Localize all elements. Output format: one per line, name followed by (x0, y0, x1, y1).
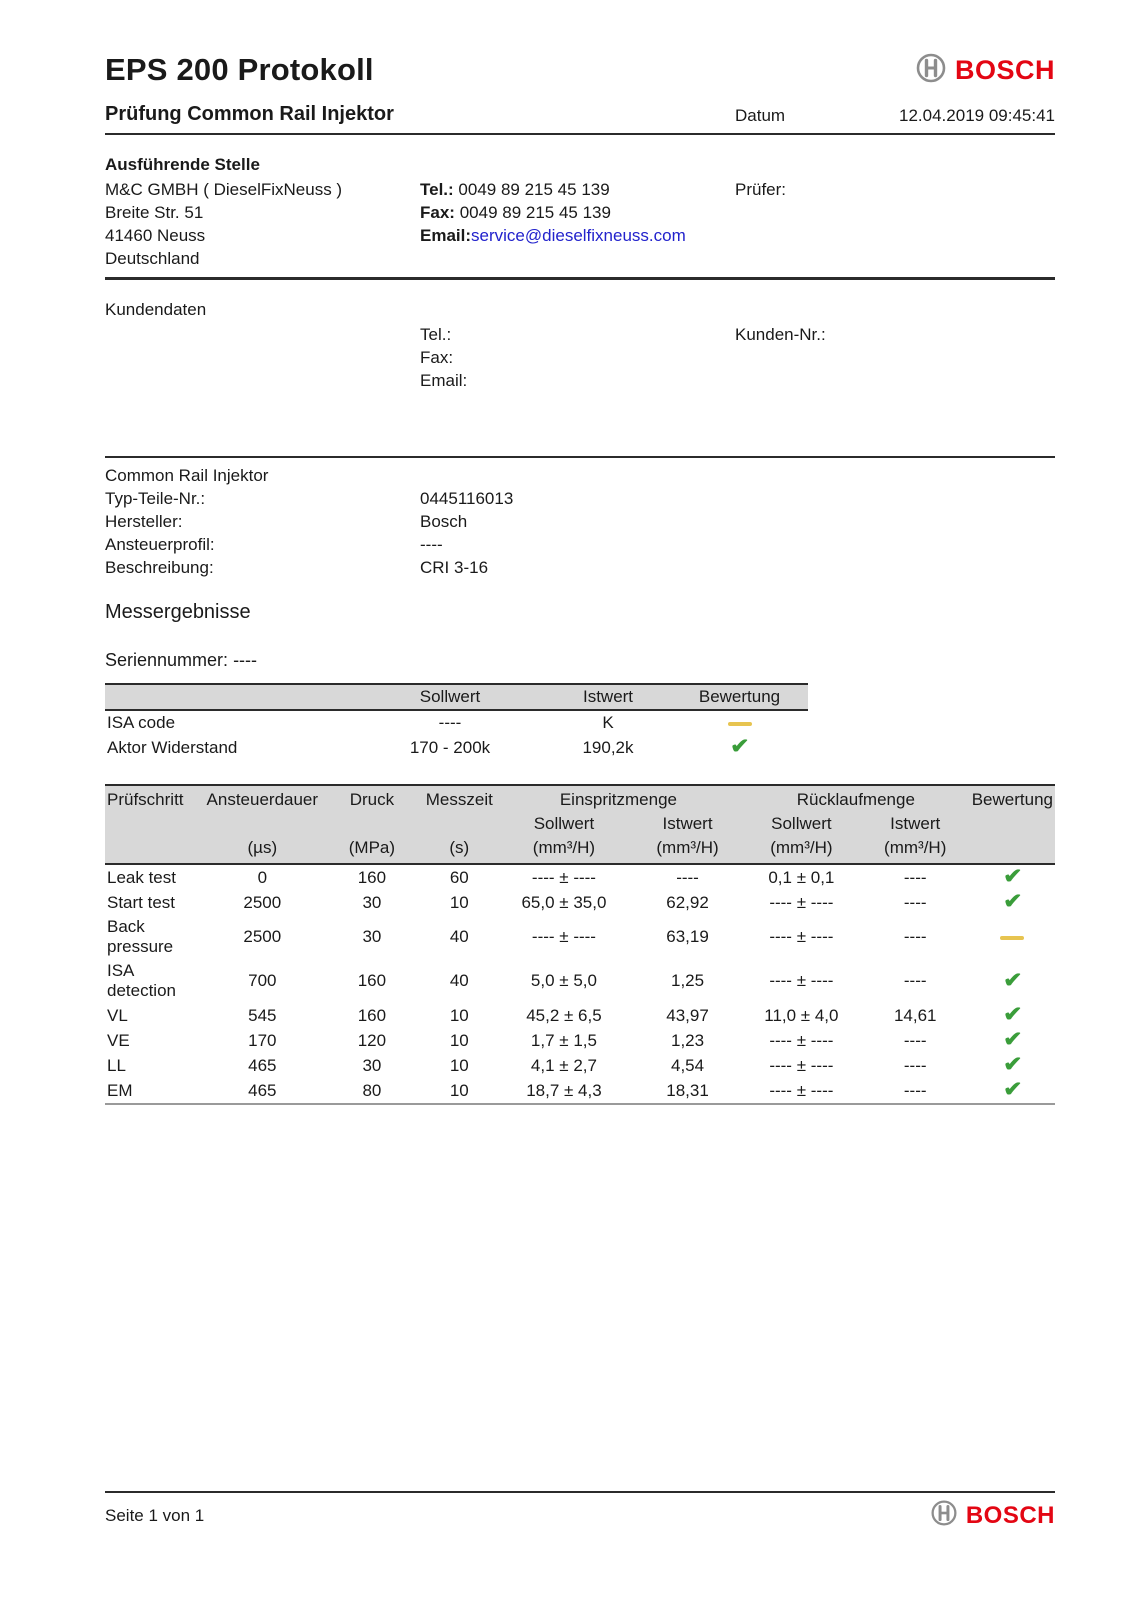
ruecklauf-istwert-value: ---- (903, 971, 927, 990)
druck-value: 160 (357, 1005, 387, 1025)
ansteuerdauer-value: 2500 (243, 892, 282, 912)
test-step-name: EM (107, 1080, 133, 1100)
col-messzeit: Messzeit (424, 785, 495, 812)
messzeit-value: 10 (449, 892, 469, 912)
ansteuerdauer-value: 545 (248, 1005, 277, 1025)
ansteuerdauer-value: 465 (248, 1055, 277, 1075)
office-country: Deutschland (105, 249, 200, 268)
date-label: Datum (735, 106, 786, 125)
einspritz-istwert-value: ---- (676, 867, 699, 887)
injector-row (105, 556, 1055, 579)
check-icon: ✔ (729, 735, 750, 758)
divider (105, 133, 1055, 135)
bosch-wordmark: BOSCH (954, 55, 1055, 85)
test-step-row (105, 890, 1055, 915)
unit-mm3h: (mm³/H) (742, 836, 861, 864)
examiner-label: Prüfer: (735, 180, 787, 199)
unit-s: (s) (424, 836, 495, 864)
messzeit-value: 10 (449, 1055, 469, 1075)
ruecklauf-sollwert-value: 0,1 ± 0,1 (768, 867, 835, 887)
page-title: EPS 200 Protokoll (105, 52, 374, 87)
summary-col-istwert: Istwert (545, 684, 671, 710)
customer-fax-label: Fax: (420, 348, 454, 367)
istwert-value: K (602, 713, 614, 732)
ruecklauf-sollwert-value: ---- ± ---- (769, 971, 834, 990)
test-step-name: Back pressure (107, 917, 174, 956)
injector-label: Ansteuerprofil: (105, 535, 215, 554)
summary-row (105, 735, 808, 760)
injector-value: Bosch (420, 512, 468, 531)
test-step-name: ISA detection (107, 961, 176, 1000)
summary-table (105, 683, 808, 760)
test-step-row (105, 1003, 1055, 1028)
ansteuerdauer-value: 2500 (243, 927, 282, 946)
einspritz-istwert-value: 1,25 (670, 971, 705, 990)
einspritz-istwert-value: 4,54 (670, 1055, 705, 1075)
druck-value: 120 (357, 1030, 387, 1050)
bewertung-cell (671, 710, 808, 735)
col-ansteuerdauer: Ansteuerdauer (205, 785, 321, 812)
ruecklauf-istwert-value: ---- (903, 927, 927, 946)
subtitle-row (105, 103, 1055, 126)
injector-value: ---- (420, 535, 443, 554)
office-tel-label: Tel.: (420, 180, 454, 199)
injector-row (105, 487, 1055, 510)
document-subtitle: Prüfung Common Rail Injektor (105, 103, 394, 125)
test-table (105, 784, 1055, 1105)
test-step-name: Start test (107, 892, 176, 912)
check-icon: ✔ (1002, 865, 1023, 888)
col-ruecklauf-sollwert: Sollwert (742, 812, 861, 836)
ruecklauf-sollwert-value: ---- ± ---- (769, 1080, 834, 1100)
test-step-row (105, 959, 1055, 1003)
bosch-logo (915, 52, 1055, 89)
test-step-name: VL (107, 1005, 128, 1025)
injector-section (105, 464, 1055, 579)
header (105, 52, 1055, 89)
col-bewertung: Bewertung (970, 785, 1055, 812)
messzeit-value: 10 (449, 1005, 469, 1025)
ruecklauf-sollwert-value: ---- ± ---- (769, 892, 834, 912)
col-einspritz-istwert: Istwert (633, 812, 742, 836)
unit-mm3h: (mm³/H) (495, 836, 633, 864)
einspritz-istwert-value: 18,31 (666, 1080, 709, 1100)
col-einspritzmenge: Einspritzmenge (495, 785, 742, 812)
bewertung-cell (970, 1053, 1055, 1078)
summary-row (105, 710, 808, 735)
page-footer (105, 1484, 1055, 1532)
injector-label: Hersteller: (105, 512, 183, 531)
summary-col-bewertung: Bewertung (671, 684, 808, 710)
summary-table-body (105, 710, 808, 760)
unit-mm3h: (mm³/H) (861, 836, 970, 864)
einspritz-istwert-value: 1,23 (670, 1030, 705, 1050)
ruecklauf-sollwert-value: ---- ± ---- (769, 1055, 834, 1075)
customer-number-block (735, 323, 1055, 392)
col-einspritz-sollwert: Sollwert (495, 812, 633, 836)
ruecklauf-sollwert-value: ---- ± ---- (769, 1030, 834, 1050)
injector-heading: Common Rail Injektor (105, 466, 269, 485)
office-city: 41460 Neuss (105, 226, 206, 245)
summary-col-sollwert: Sollwert (355, 684, 545, 710)
test-step-row (105, 1078, 1055, 1104)
ruecklauf-istwert-value: ---- (903, 1030, 927, 1050)
ruecklauf-istwert-value: ---- (903, 1055, 927, 1075)
col-pruefschritt: Prüfschritt (105, 785, 205, 812)
ruecklauf-istwert-value: ---- (903, 867, 927, 887)
office-email-label: Email: (420, 226, 472, 245)
test-step-row (105, 1053, 1055, 1078)
druck-value: 80 (362, 1080, 382, 1100)
bewertung-cell (671, 735, 808, 760)
row-label: Aktor Widerstand (107, 737, 238, 757)
customer-number-label: Kunden-Nr.: (735, 325, 826, 344)
istwert-value: 190,2k (582, 737, 634, 757)
executing-office-section (105, 153, 1055, 280)
check-icon: ✔ (1002, 1003, 1023, 1026)
sollwert-value: 170 - 200k (409, 737, 491, 757)
bewertung-cell (970, 890, 1055, 915)
divider (105, 456, 1055, 458)
bewertung-cell (970, 915, 1055, 959)
ruecklauf-sollwert-value: 11,0 ± 4,0 (764, 1005, 839, 1025)
unit-us: (µs) (205, 836, 321, 864)
customer-section (105, 298, 1055, 392)
bosch-anchor-icon (915, 52, 947, 89)
office-address (105, 178, 420, 270)
druck-value: 160 (357, 971, 387, 990)
unit-mm3h: (mm³/H) (633, 836, 742, 864)
bewertung-cell (970, 1078, 1055, 1104)
einspritz-sollwert-value: 18,7 ± 4,3 (526, 1080, 602, 1100)
office-fax-value: 0049 89 215 45 139 (459, 203, 611, 222)
test-step-name: Leak test (107, 867, 176, 887)
office-email-link[interactable]: service@dieselfixneuss.com (471, 226, 686, 245)
bosch-wordmark: BOSCH (965, 1501, 1055, 1529)
einspritz-istwert-value: 62,92 (666, 892, 709, 912)
ruecklauf-sollwert-value: ---- ± ---- (769, 927, 834, 946)
injector-value: CRI 3-16 (420, 558, 489, 577)
einspritz-sollwert-value: 65,0 ± 35,0 (521, 892, 607, 912)
check-icon: ✔ (1002, 968, 1023, 992)
page-number: Seite 1 von 1 (105, 1505, 205, 1525)
injector-row (105, 533, 1055, 556)
injector-value: 0445116013 (420, 489, 514, 508)
ansteuerdauer-value: 0 (257, 867, 268, 887)
unit-mpa: (MPa) (320, 836, 424, 864)
row-label: ISA code (107, 713, 176, 732)
test-step-name: LL (107, 1055, 126, 1075)
serial-number-line (105, 650, 1055, 671)
injector-label: Typ-Teile-Nr.: (105, 489, 206, 508)
serial-value: ---- (233, 650, 258, 670)
summary-table-header (105, 684, 808, 710)
messzeit-value: 40 (449, 927, 469, 946)
examiner-block (735, 178, 1055, 270)
druck-value: 30 (362, 892, 382, 912)
ruecklauf-istwert-value: ---- (903, 1080, 927, 1100)
einspritz-sollwert-value: 45,2 ± 6,5 (526, 1005, 602, 1025)
office-fax-label: Fax: (420, 203, 455, 222)
col-ruecklauf-istwert: Istwert (861, 812, 970, 836)
einspritz-sollwert-value: 4,1 ± 2,7 (530, 1055, 597, 1075)
ruecklauf-istwert-value: 14,61 (893, 1005, 937, 1025)
executing-office-heading: Ausführende Stelle (105, 155, 260, 174)
date-value: 12.04.2019 09:45:41 (899, 106, 1055, 125)
einspritz-istwert-value: 63,19 (666, 927, 709, 946)
customer-email-label: Email: (420, 371, 468, 390)
test-table-body (105, 864, 1055, 1104)
bewertung-cell (970, 959, 1055, 1003)
ansteuerdauer-value: 465 (248, 1080, 277, 1100)
dash-icon (1000, 936, 1024, 940)
ansteuerdauer-value: 700 (248, 971, 277, 990)
dash-icon (728, 722, 752, 726)
messzeit-value: 60 (449, 867, 469, 887)
einspritz-sollwert-value: ---- ± ---- (531, 867, 596, 887)
test-step-row (105, 1028, 1055, 1053)
ruecklauf-istwert-value: ---- (903, 892, 927, 912)
customer-contact (420, 323, 735, 392)
sollwert-value: ---- (438, 713, 462, 732)
check-icon: ✔ (1002, 890, 1023, 913)
ansteuerdauer-value: 170 (248, 1030, 277, 1050)
col-ruecklaufmenge: Rücklaufmenge (742, 785, 970, 812)
customer-tel-label: Tel.: (420, 325, 452, 344)
druck-value: 30 (362, 1055, 382, 1075)
druck-value: 160 (357, 867, 387, 887)
bosch-logo-footer (930, 1499, 1055, 1532)
test-step-row (105, 915, 1055, 959)
bewertung-cell (970, 1003, 1055, 1028)
divider (105, 1491, 1055, 1493)
col-druck: Druck (320, 785, 424, 812)
messzeit-value: 10 (449, 1030, 469, 1050)
injector-label: Beschreibung: (105, 558, 214, 577)
einspritz-istwert-value: 43,97 (666, 1005, 709, 1025)
check-icon: ✔ (1002, 1078, 1023, 1101)
results-heading: Messergebnisse (105, 601, 251, 623)
check-icon: ✔ (1002, 1053, 1023, 1076)
office-contact (420, 178, 735, 270)
office-company: M&C GMBH ( DieselFixNeuss ) (105, 180, 343, 199)
divider (105, 277, 1055, 280)
bewertung-cell (970, 1028, 1055, 1053)
serial-label: Seriennummer: (105, 650, 229, 670)
office-tel-value: 0049 89 215 45 139 (458, 180, 610, 199)
messzeit-value: 10 (449, 1080, 469, 1100)
test-step-name: VE (107, 1030, 130, 1050)
office-street: Breite Str. 51 (105, 203, 204, 222)
einspritz-sollwert-value: ---- ± ---- (531, 927, 596, 946)
einspritz-sollwert-value: 5,0 ± 5,0 (530, 971, 597, 990)
document-page (105, 0, 1055, 1105)
customer-heading: Kundendaten (105, 300, 207, 319)
test-step-row (105, 864, 1055, 890)
messzeit-value: 40 (449, 971, 469, 990)
check-icon: ✔ (1002, 1028, 1023, 1051)
bewertung-cell (970, 864, 1055, 890)
druck-value: 30 (362, 927, 382, 946)
einspritz-sollwert-value: 1,7 ± 1,5 (530, 1030, 597, 1050)
test-table-header (105, 785, 1055, 864)
injector-row (105, 510, 1055, 533)
bosch-anchor-icon (930, 1499, 958, 1532)
